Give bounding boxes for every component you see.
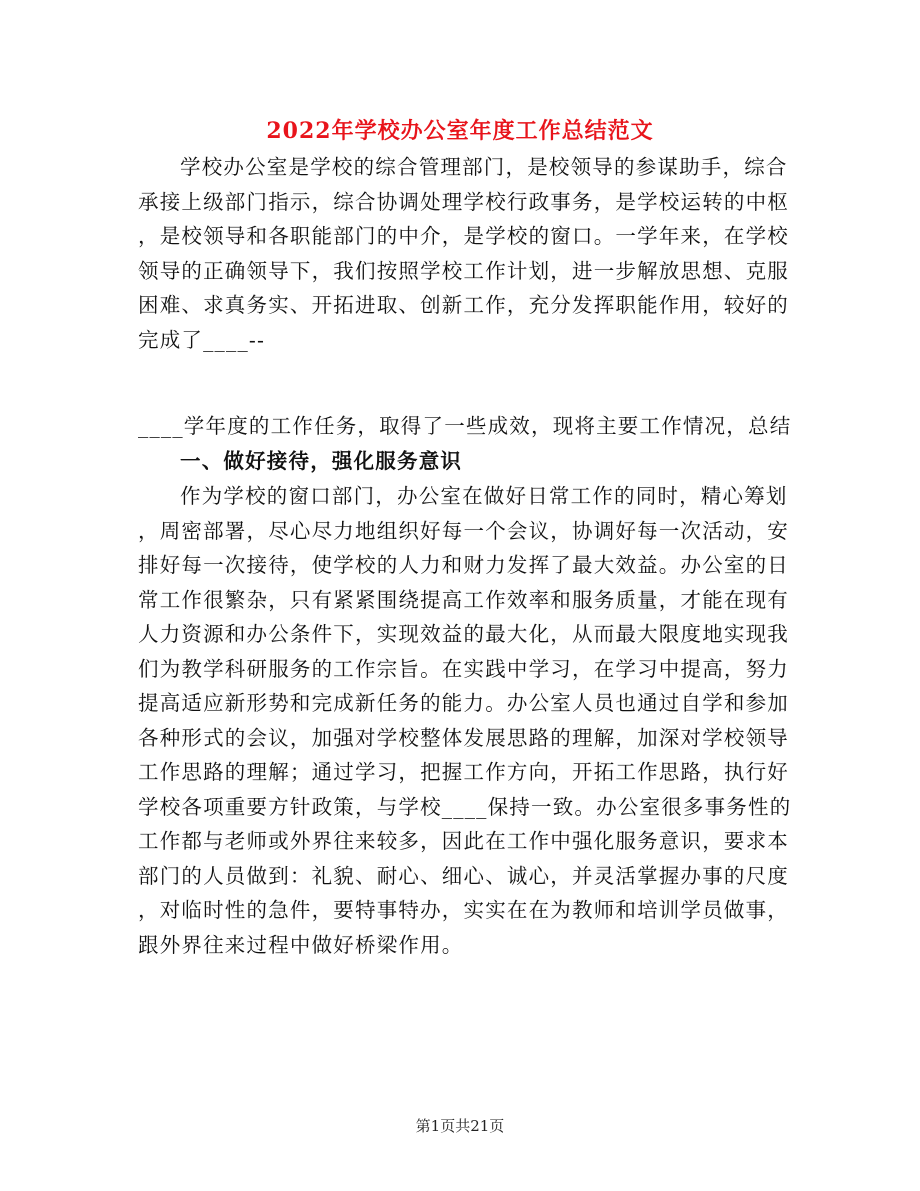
- text-line: 领导的正确领导下，我们按照学校工作计划，进一步解放思想、克服: [138, 258, 789, 283]
- text-line: 困难、求真务实、开拓进取、创新工作，充分发挥职能作用，较好的: [138, 293, 789, 317]
- text-line: 作为学校的窗口部门，办公室在做好日常工作的同时，精心筹划: [180, 484, 788, 508]
- text-line: 排好每一次接待，使学校的人力和财力发挥了最大效益。办公室的日: [138, 553, 789, 577]
- text-line: ，对临时性的急件，要特事特办，实实在在为教师和培训学员做事，: [138, 898, 789, 922]
- text-line: 学校各项重要方针政策，与学校____保持一致。办公室很多事务性的: [138, 794, 792, 819]
- section-heading: 一、做好接待，强化服务意识: [180, 449, 463, 473]
- text-line: 各种形式的会议，加强对学校整体发展思路的理解，加深对学校领导: [138, 725, 789, 750]
- text-line: ，是校领导和各职能部门的中介，是学校的窗口。一学年来，在学校: [138, 224, 789, 248]
- text-line: 人力资源和办公条件下，实现效益的最大化，从而最大限度地实现我: [138, 622, 789, 646]
- paragraph-intro: [138, 150, 788, 357]
- text-line: 常工作很繁杂，只有紧紧围绕提高工作效率和服务质量，才能在现有: [138, 587, 789, 612]
- text-line: 承接上级部门指示，综合协调处理学校行政事务，是学校运转的中枢: [138, 189, 789, 214]
- paragraph-section1: [138, 479, 792, 962]
- text-line: ，周密部署，尽心尽力地组织好每一个会议，协调好每一次活动，安: [138, 518, 789, 543]
- text-line: 部门的人员做到：礼貌、耐心、细心、诚心，并灵活掌握办事的尺度: [138, 863, 789, 888]
- text-line: 跟外界往来过程中做好桥梁作用。: [138, 932, 464, 957]
- page-number-footer: 第1页共21页: [415, 1117, 505, 1135]
- document-title: 2022年学校办公室年度工作总结范文: [266, 118, 654, 144]
- text-line: ____学年度的工作任务，取得了一些成效，现将主要工作情况，总结: [138, 414, 792, 438]
- text-line: 们为教学科研服务的工作宗旨。在实践中学习，在学习中提高，努力: [138, 656, 789, 681]
- text-line: 工作都与老师或外界往来较多，因此在工作中强化服务意识，要求本: [138, 829, 789, 853]
- text-line: 学校办公室是学校的综合管理部门，是校领导的参谋助手，综合: [180, 155, 788, 179]
- text-line: 完成了____--: [138, 327, 266, 352]
- text-line: 提高适应新形势和完成新任务的能力。办公室人员也通过自学和参加: [138, 691, 789, 715]
- text-line: 工作思路的理解；通过学习，把握工作方向，开拓工作思路，执行好: [138, 760, 789, 784]
- paragraph-summary: [138, 409, 792, 444]
